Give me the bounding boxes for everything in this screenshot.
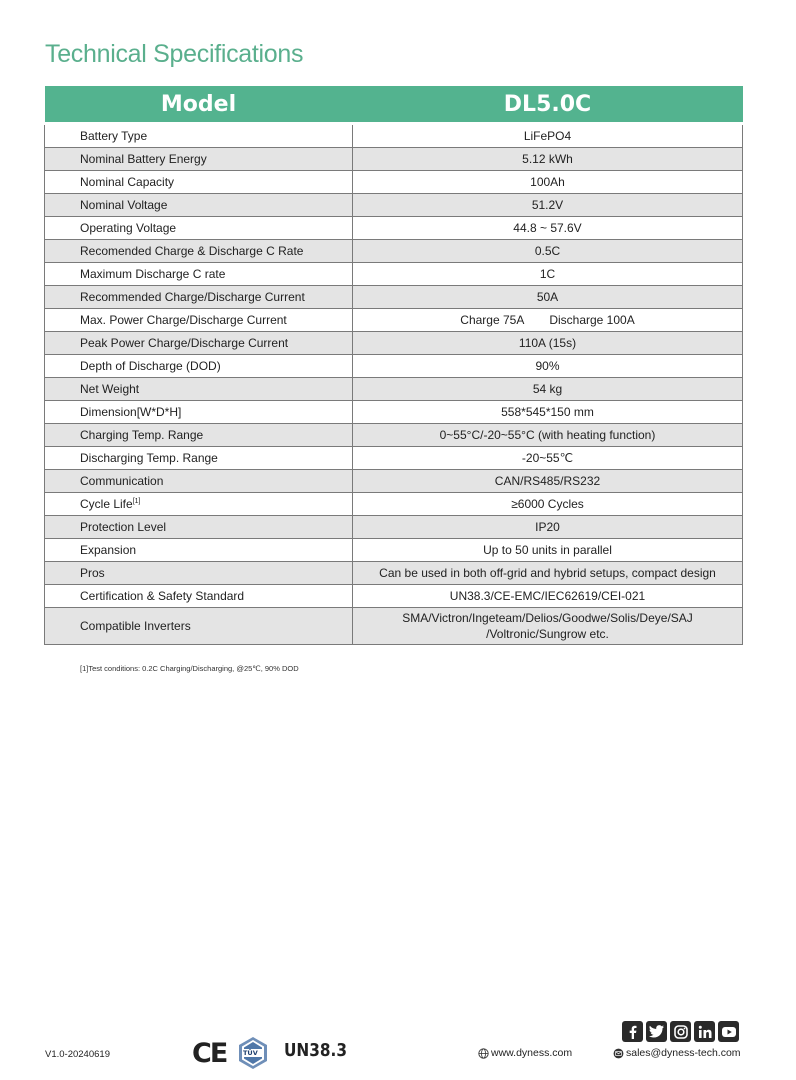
linkedin-icon[interactable] [694, 1021, 715, 1042]
table-header-row [45, 86, 743, 124]
table-row [45, 171, 743, 194]
row-label: Depth of Discharge (DOD) [45, 355, 353, 378]
ce-mark: CE [192, 1038, 227, 1069]
row-value: ≥6000 Cycles [353, 493, 743, 516]
row-label: Nominal Capacity [45, 171, 353, 194]
table-row [45, 378, 743, 401]
row-label: Recomended Charge & Discharge C Rate [45, 240, 353, 263]
email-link[interactable] [613, 1047, 741, 1059]
row-label: Expansion [45, 539, 353, 562]
table-row [45, 332, 743, 355]
footnote: [1]Test conditions: 0.2C Charging/Discharging, @25℃, 90% DOD [80, 664, 299, 673]
row-label: Max. Power Charge/Discharge Current [45, 309, 353, 332]
row-value: 44.8 ~ 57.6V [353, 217, 743, 240]
row-value: 0.5C [353, 240, 743, 263]
row-label: Maximum Discharge C rate [45, 263, 353, 286]
row-label: Charging Temp. Range [45, 424, 353, 447]
instagram-icon[interactable] [670, 1021, 691, 1042]
row-value: IP20 [353, 516, 743, 539]
row-value [353, 309, 743, 332]
table-row [45, 401, 743, 424]
row-value: 5.12 kWh [353, 148, 743, 171]
row-value: 558*545*150 mm [353, 401, 743, 424]
email-text: sales@dyness-tech.com [626, 1047, 741, 1059]
inverters-line-1: SMA/Victron/Ingeteam/Delios/Goodwe/Solis/Deye/SAJ [402, 611, 693, 625]
row-label: Nominal Battery Energy [45, 148, 353, 171]
table-row [45, 424, 743, 447]
youtube-icon[interactable] [718, 1021, 739, 1042]
table-row [45, 263, 743, 286]
table-row [45, 608, 743, 645]
cycle-life-label: Cycle Life [80, 497, 133, 511]
version-label: V1.0-20240619 [45, 1049, 110, 1060]
charge-current-value: Charge 75A [460, 313, 525, 327]
table-row [45, 217, 743, 240]
table-row [45, 470, 743, 493]
row-label: Certification & Safety Standard [45, 585, 353, 608]
table-row [45, 240, 743, 263]
row-label: Pros [45, 562, 353, 585]
table-row [45, 148, 743, 171]
row-value: 50A [353, 286, 743, 309]
row-value: Up to 50 units in parallel [353, 539, 743, 562]
row-value: 1C [353, 263, 743, 286]
social-icons [622, 1021, 739, 1042]
row-value: 110A (15s) [353, 332, 743, 355]
row-value: CAN/RS485/RS232 [353, 470, 743, 493]
row-label: Peak Power Charge/Discharge Current [45, 332, 353, 355]
table-row [45, 516, 743, 539]
table-row [45, 493, 743, 516]
table-row [45, 286, 743, 309]
row-label: Battery Type [45, 124, 353, 148]
row-label: Nominal Voltage [45, 194, 353, 217]
header-model: Model [45, 86, 353, 124]
un-certification-mark: UN38.3 [284, 1040, 347, 1061]
website-link[interactable] [478, 1047, 572, 1059]
table-row [45, 355, 743, 378]
table-row [45, 585, 743, 608]
footnote-ref: [1] [132, 498, 141, 505]
row-value: -20~55℃ [353, 447, 743, 470]
mail-icon [613, 1048, 624, 1059]
website-text: www.dyness.com [491, 1047, 573, 1059]
row-label: Dimension[W*D*H] [45, 401, 353, 424]
row-label: Recommended Charge/Discharge Current [45, 286, 353, 309]
row-value [353, 608, 743, 645]
row-value: 100Ah [353, 171, 743, 194]
globe-icon [478, 1048, 489, 1059]
table-row [45, 562, 743, 585]
row-value: LiFePO4 [353, 124, 743, 148]
row-label [45, 493, 353, 516]
row-label: Operating Voltage [45, 217, 353, 240]
row-value: UN38.3/CE-EMC/IEC62619/CEI-021 [353, 585, 743, 608]
row-value: 54 kg [353, 378, 743, 401]
tuv-text: TÜV [243, 1049, 258, 1057]
row-value: 0~55°C/-20~55°C (with heating function) [353, 424, 743, 447]
row-label: Protection Level [45, 516, 353, 539]
table-row [45, 124, 743, 148]
table-row [45, 194, 743, 217]
twitter-icon[interactable] [646, 1021, 667, 1042]
facebook-icon[interactable] [622, 1021, 643, 1042]
table-row [45, 447, 743, 470]
row-label: Communication [45, 470, 353, 493]
table-row [45, 539, 743, 562]
row-value: 90% [353, 355, 743, 378]
row-label: Discharging Temp. Range [45, 447, 353, 470]
inverters-line-2: /Voltronic/Sungrow etc. [486, 627, 609, 641]
page-title: Technical Specifications [45, 40, 304, 68]
row-value: 51.2V [353, 194, 743, 217]
discharge-current-value: Discharge 100A [549, 313, 635, 327]
row-label: Net Weight [45, 378, 353, 401]
table-row [45, 309, 743, 332]
row-label: Compatible Inverters [45, 608, 353, 645]
row-value: Can be used in both off-grid and hybrid setups, compact design [353, 562, 743, 585]
header-model-value: DL5.0C [353, 86, 743, 124]
spec-table [44, 86, 743, 645]
